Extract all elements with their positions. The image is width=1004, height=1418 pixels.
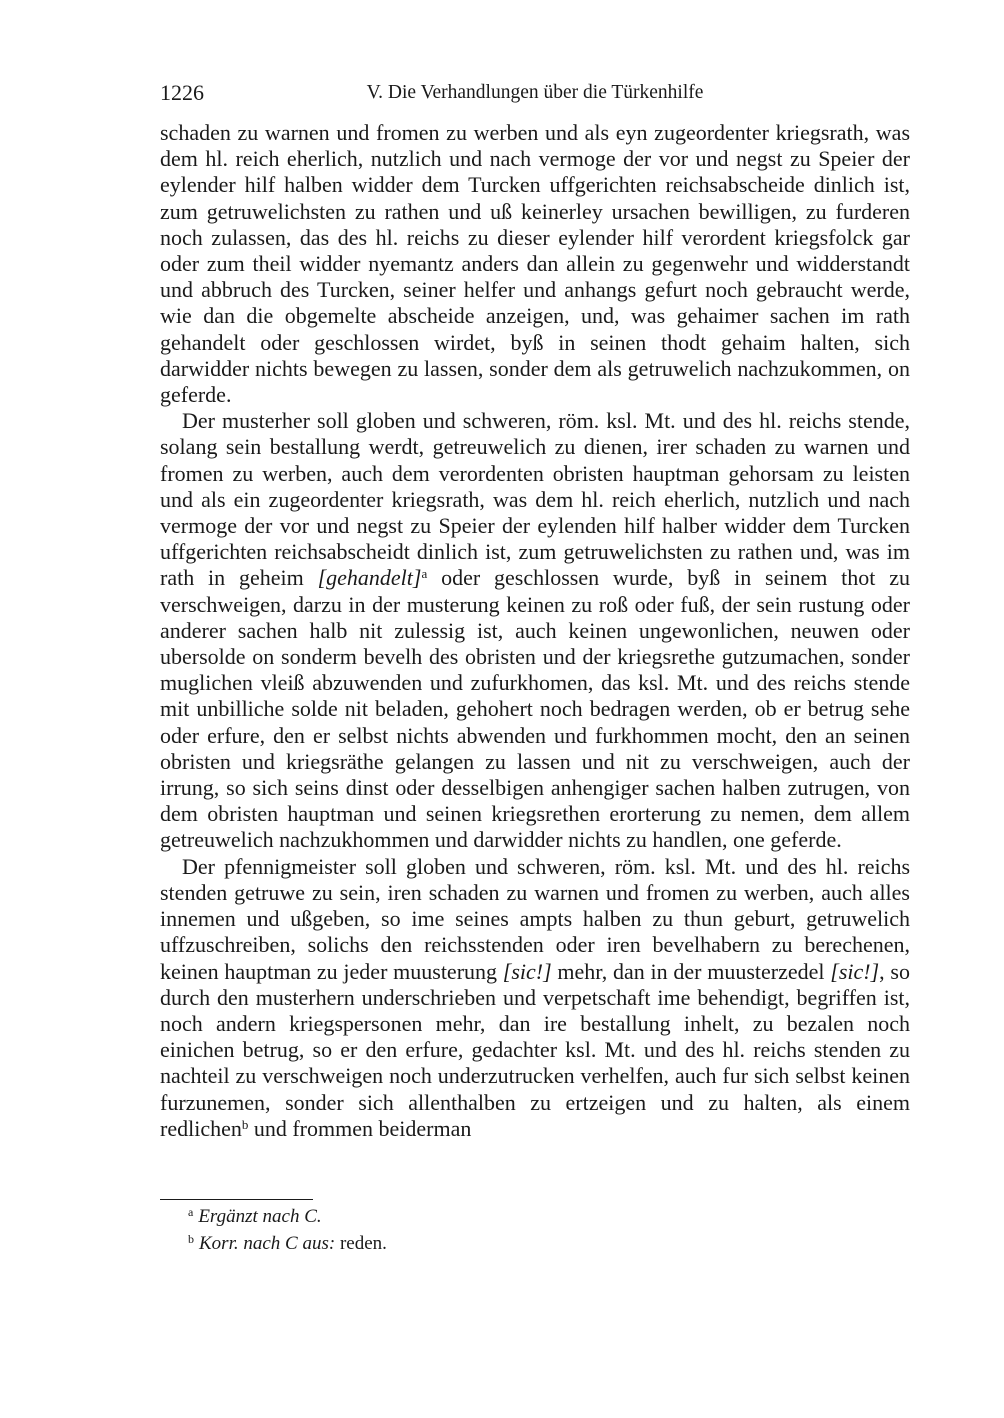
running-head [160, 78, 910, 108]
page [160, 78, 910, 1142]
footnotes [188, 1203, 387, 1257]
paragraph-italic-text: [sic!] [830, 958, 880, 984]
footnote-mark: b [188, 1232, 194, 1246]
body-text [160, 120, 910, 1142]
page-number: 1226 [160, 80, 204, 105]
paragraph-text: Der musterher soll globen und schweren, röm. ksl. Mt. und des hl. reichs stende, solang sein bestallung werdt, getreuwelich zu dienen, irer schaden zu warnen und fromen zu werben, auch dem verordenten obristen hauptman gehorsam zu leisten und als ein zugeordenter kriegsrath, was dem hl. reich eherlich, nutzlich und nach vermoge der vor und negst zu Speier der eylenden hilf halber widder dem Turcken uffgerichten reichsabscheidt dinlich ist, zum getruwelichsten zu rathen und, was im rath in geheim [160, 408, 910, 591]
footnote-italic-text: Korr. nach C aus: [199, 1233, 336, 1254]
footnote-italic-text: Ergänzt nach C. [198, 1206, 322, 1227]
paragraph-note-mark: b [241, 1116, 249, 1132]
paragraph-text: mehr, dan in der muusterzedel [551, 958, 831, 984]
paragraph-note-mark: a [421, 566, 428, 582]
paragraph-italic-text: [gehandelt] [317, 565, 422, 591]
footnote-b [188, 1230, 387, 1257]
footnote-mark: a [188, 1205, 194, 1219]
paragraph-text: Der pfennigmeister soll globen und schweren, röm. ksl. Mt. und des hl. reichs stenden getruwe zu sein, iren schaden zu warnen und fromen zu werben, auch alles innemen und ußgeben, so ime seines ampts halben zu thun geburt, getruwelich uffzuschreiben, solichs den reichsstenden oder iren bevelhabern zu berechenen, keinen hauptman zu jeder muusterung [160, 853, 910, 984]
paragraph-text: , so durch den musterhern underschrieben und verpetschaft ime behendigt, begriffen ist, noch andern kriegspersonen mehr, dan ire bestallung inhelt, zu bezalen noch einichen betrug, so er den erfure, gedachter ksl. Mt. und des hl. reichs stenden zu nachteil zu verschweigen noch underzutrucken verhelfen, auch fur sich selbst keinen furzunemen, sonder sich allenthalben zu ertzeigen und zu halten, als einem redlichen [160, 958, 910, 1141]
running-title: V. Die Verhandlungen über die Türkenhilfe [366, 82, 704, 103]
paragraph-text: oder geschlossen wurde, byß in seinem thot zu verschweigen, darzu in der musterung keinen zu roß oder fuß, der sein rustung oder anderer sachen halb nit zulessig ist, auch keinen ungewonlichen, neuwen oder ubersolde on sonderm bevelh des obristen und der kriegsrethe gutzumachen, sonder muglichen vleiß abzuwenden und zufurkhomen, das ksl. Mt. und des reichs stende mit unbilliche solde nit beladen, gehohert noch bedragen werden, ob er betrug sehe oder erfure, den er selbst nichts abwenden und furkhommen mocht, den an seinen obristen und kriegsräthe gelangen zu lassen und nit zu verschweigen, auch der irrung, so sich seins dinst oder desselbigen anhengiger sachen halben zutrugen, von dem obristen hauptman und seinen kriegsrethen erorterung zu nemen, dem allem getreuwelich nachzukhommen und darwidder nichts zu handlen, one geferde. [160, 565, 910, 853]
footnote-rule [160, 1199, 313, 1200]
paragraph-3 [160, 854, 910, 1142]
footnote-a [188, 1203, 387, 1230]
paragraph-text: und frommen beiderman [248, 1115, 472, 1141]
paragraph-text: schaden zu warnen und fromen zu werben und als eyn zugeordenter kriegsrath, was dem hl. reich eherlich, nutzlich und nach vermoge der vor und negst zu Speier der eylender hilf halben widder dem Turcken uffgerichten reichsabscheide dinlich ist, zum getruwelichsten zu rathen und uß keinerley ursachen bewilligen, zu furderen noch zulassen, das des hl. reichs zu dieser eylender hilf verordent kriegsfolck gar oder zum theil widder nyemantz anders dan allein zu gegenwehr und widderstandt und abbruch des Turcken, seiner helfer und anhangs gefurt noch gebraucht werde, wie dan die obgemelte abscheide anzeigen, und, was gehaimer sachen im rath gehandelt oder geschlossen wirdet, byß in seinen thodt gehaim halten, sich darwidder nichts bewegen zu lassen, sonder dem als getruwelich nachzukommen, on geferde. [160, 120, 910, 408]
paragraph-2 [160, 408, 910, 853]
paragraph-italic-text: [sic!] [502, 958, 552, 984]
paragraph-1 [160, 120, 910, 408]
footnote-text: reden. [335, 1233, 387, 1254]
